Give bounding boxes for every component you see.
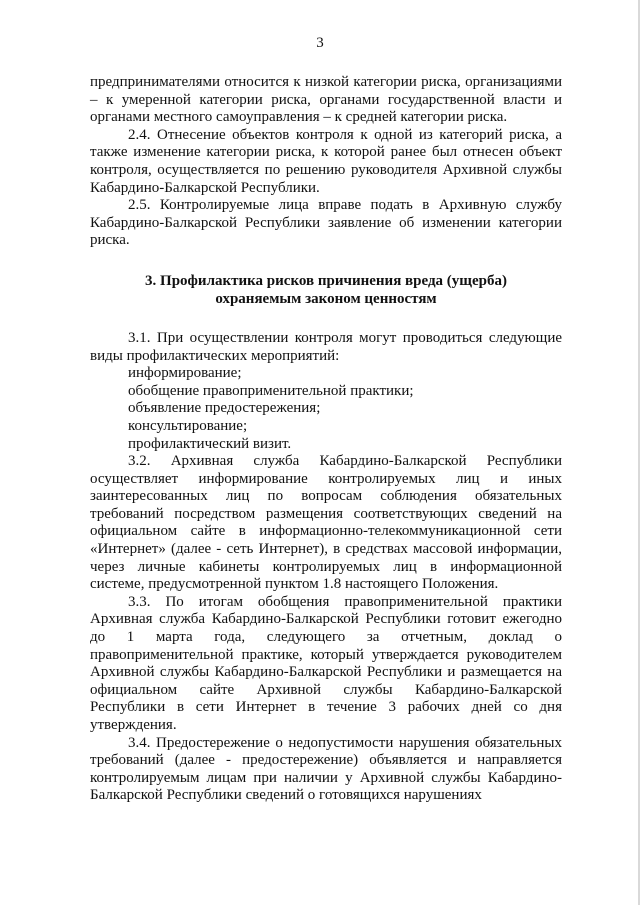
paragraph-3-3: 3.3. По итогам обобщения правоприменительной практики Архивная служба Кабардино-Балкарской Республики готовит ежегодно до 1 марта года, следующего за отчетным, доклад о правоприменительной практике, который утверждается руководителем Архивной службы Кабардино-Балкарской Республики и размещается на официальном сайте Архивной службы Кабардино-Балкарской Республики в сети Интернет в течение 3 рабочих дней со дня утверждения. <box>90 593 562 733</box>
list-item: информирование; <box>128 365 242 382</box>
paragraph-3-1: 3.1. При осуществлении контроля могут проводиться следующие виды профилактических мероприятий: <box>90 329 562 364</box>
section-3-title-line-1: 3. Профилактика рисков причинения вреда (ущерба) <box>145 272 507 289</box>
list-item: профилактический визит. <box>128 435 292 452</box>
list-item: обобщение правоприменительной практики; <box>128 382 414 399</box>
prevention-measures-list <box>90 365 562 453</box>
list-item: консультирование; <box>128 417 248 434</box>
list-item: объявление предостережения; <box>128 400 321 417</box>
page-number: 3 <box>316 35 324 51</box>
document-body <box>90 74 562 805</box>
section-3-title <box>90 272 562 308</box>
paragraph-3-4: 3.4. Предостережение о недопустимости нарушения обязательных требований (далее - предостережение) объявляется и направляется контролируемым лицам при наличии у Архивной службы Кабардино-Балкарской Республики сведений о готовящихся нарушениях <box>90 734 562 804</box>
paragraph-3-2: 3.2. Архивная служба Кабардино-Балкарской Республики осуществляет информирование контролируемых лиц и иных заинтересованных лиц по вопросам соблюдения обязательных требований посредством размещения соответствующих сведений на официальном сайте в информационно-телекоммуникационной сети «Интернет» (далее - сеть Интернет), в средствах массовой информации, через личные кабинеты контролируемых лиц в информационной системе, предусмотренной пунктом 1.8 настоящего Положения. <box>90 453 562 593</box>
paragraph-risk-categories: предпринимателями относится к низкой категории риска, организациями – к умеренной категории риска, органами государственной власти и органами местного самоуправления – к средней категории риска. <box>90 74 562 126</box>
paragraph-2-5: 2.5. Контролируемые лица вправе подать в Архивную службу Кабардино-Балкарской Республики заявление об изменении категории риска. <box>90 197 562 249</box>
section-3-title-line-2: охраняемым законом ценностям <box>215 290 437 307</box>
paragraph-2-4: 2.4. Отнесение объектов контроля к одной из категорий риска, а также изменение категории риска, к которой ранее был отнесен объект контроля, осуществляется по решению руководителя Архивной службы Кабардино-Балкарской Республики. <box>90 126 562 196</box>
